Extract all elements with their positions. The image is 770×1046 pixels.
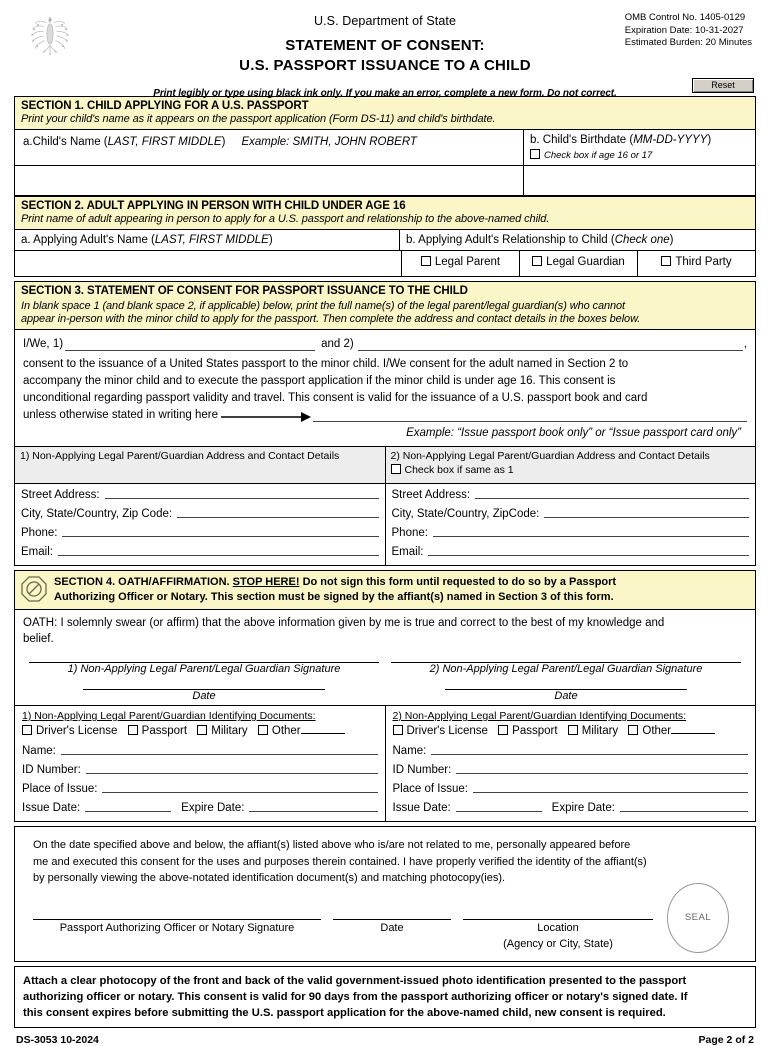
id2-number-input[interactable]	[456, 773, 748, 774]
id1-name-input[interactable]	[61, 754, 378, 755]
child-birthdate-label-text: b. Child's Birthdate (	[530, 134, 634, 146]
id1-drivers-license-checkbox[interactable]	[22, 725, 32, 735]
section-4-title: SECTION 4. OATH/AFFIRMATION.	[54, 576, 230, 589]
notary-line-2: me and executed this consent for the uses and purposes therein contained. I have properly verified the identity of the affiant(s)	[33, 855, 647, 868]
child-name-label	[15, 130, 523, 165]
child-name-label-close: )	[221, 136, 226, 148]
department-name: U.S. Department of State	[313, 14, 457, 28]
oath-text	[15, 609, 755, 650]
omb-expiration-date: Expiration Date: 10-31-2027	[624, 24, 744, 36]
section-2-subtitle: Print name of adult appearing in person to apply for a U.S. passport and relationship to the above-named child.	[21, 213, 550, 225]
arrow-right-icon	[221, 410, 311, 422]
notary-statement	[15, 827, 755, 961]
page-footer	[14, 1028, 756, 1046]
id1-other-label: Other	[271, 725, 301, 738]
address-box-2-body	[386, 483, 756, 565]
address-box-1-body	[15, 483, 385, 565]
notary-location-block	[463, 919, 653, 953]
id2-place-label: Place of Issue:	[392, 783, 468, 796]
id-documents-1	[15, 706, 385, 821]
section-1-header	[15, 97, 755, 129]
section-4-header-line-2: Authorizing Officer or Notary. This section must be signed by the affiant(s) named in Section 3 of this form.	[54, 590, 614, 603]
section-4-header	[15, 571, 755, 609]
page-title-line-2: U.S. PASSPORT ISSUANCE TO A CHILD	[239, 57, 531, 75]
signature-block-1	[23, 662, 385, 675]
section-1-subtitle: Print your child's name as it appears on the passport application (Form DS-11) and child's birthdate.	[21, 113, 496, 125]
page-header	[14, 0, 756, 99]
id1-place-label: Place of Issue:	[22, 783, 98, 796]
id1-dates-row	[22, 802, 378, 814]
address-1-street-label: Street Address:	[21, 489, 100, 502]
signature-date-block-2	[385, 689, 747, 702]
relationship-option-legal-parent[interactable]	[401, 251, 519, 276]
adult-name-label-text: a. Applying Adult's Name (	[21, 234, 155, 246]
notary-officer-caption: Passport Authorizing Officer or Notary Signature	[59, 921, 295, 934]
notary-seal-label: SEAL	[684, 911, 712, 923]
address-2-street-row	[392, 489, 750, 501]
legal-parent-label: Legal Parent	[434, 256, 501, 268]
section-3-subtitle-line-1: In blank space 1 (and blank space 2, if applicable) below, print the full name(s) of the legal parent/legal guardian(s) who cannot	[21, 300, 625, 312]
signature-2-caption: 2) Non-Applying Legal Parent/Legal Guardian Signature	[429, 663, 703, 676]
id1-number-label: ID Number:	[22, 764, 81, 777]
address-1-email-input[interactable]	[58, 555, 379, 556]
id2-issue-date-label: Issue Date:	[392, 802, 451, 815]
page-title-line-1: STATEMENT OF CONSENT:	[285, 37, 485, 54]
id2-expire-date-label: Expire Date:	[551, 802, 615, 815]
id1-expire-date-input[interactable]	[249, 811, 377, 812]
age-16-17-checkbox[interactable]	[530, 149, 540, 159]
id1-issue-date-label: Issue Date:	[22, 802, 81, 815]
signature-1-date-caption: Date	[192, 690, 216, 703]
address-1-email-label: Email:	[21, 546, 53, 559]
legal-parent-checkbox[interactable]	[421, 256, 431, 266]
id-documents-1-heading: 1) Non-Applying Legal Parent/Guardian Identifying Documents:	[22, 710, 316, 723]
third-party-label: Third Party	[675, 256, 732, 268]
consent-condition-row	[23, 407, 747, 424]
id-documents-1-checkboxes	[22, 725, 378, 737]
signature-1-caption: 1) Non-Applying Legal Parent/Legal Guardian Signature	[67, 663, 341, 676]
relationship-label	[399, 230, 755, 250]
print-instruction: Print legibly or type using black ink only. If you make an error, complete a new form. Do not correct.	[153, 87, 617, 99]
id2-military-label: Military	[581, 725, 619, 738]
id1-military-label: Military	[211, 725, 248, 738]
address-box-2-heading-wrap	[386, 447, 756, 483]
address-1-city-row	[21, 508, 379, 520]
id2-drivers-license-checkbox[interactable]	[393, 725, 403, 735]
id2-passport-label: Passport	[512, 725, 558, 738]
section-2	[14, 196, 756, 277]
consent-name-1-input[interactable]	[65, 350, 315, 351]
address-box-1-heading: 1) Non-Applying Legal Parent/Guardian Address and Contact Details	[15, 447, 385, 483]
section-1-title: SECTION 1. CHILD APPLYING FOR A U.S. PASSPORT	[21, 100, 309, 112]
page-number: Page 2 of 2	[698, 1034, 754, 1046]
id1-expire-date-label: Expire Date:	[181, 802, 245, 815]
id2-name-row	[393, 745, 749, 757]
address-1-city-label: City, State/Country, Zip Code:	[21, 508, 173, 521]
child-birthdate-label-close: )	[707, 134, 712, 146]
notary-seal-placeholder	[667, 883, 729, 953]
child-name-example: Example: SMITH, JOHN ROBERT	[241, 136, 417, 148]
child-name-input[interactable]	[15, 166, 523, 195]
attach-line-3: this consent expires before submitting the U.S. passport application for the above-named child, new consent is required.	[23, 1007, 666, 1020]
child-name-format: LAST, FIRST MIDDLE	[107, 136, 222, 148]
relationship-label-text: b. Applying Adult's Relationship to Child (	[406, 234, 615, 246]
section-4-header-line-1	[54, 575, 616, 590]
iwe-comma: ,	[743, 338, 747, 350]
child-birthdate-label	[523, 130, 755, 165]
id2-place-input[interactable]	[473, 792, 748, 793]
attach-notice	[14, 966, 756, 1029]
signature-date-row	[15, 679, 755, 705]
iwe-prefix: I/We, 1)	[23, 338, 64, 350]
stop-here-warning: STOP HERE!	[232, 576, 300, 589]
consent-names-row	[23, 336, 747, 353]
id1-drivers-license-label: Driver's License	[36, 725, 118, 738]
same-as-1-checkbox[interactable]	[391, 464, 401, 474]
relationship-hint: Check one	[614, 234, 670, 246]
relationship-option-third-party[interactable]	[637, 251, 755, 276]
age-16-17-label: Check box if age 16 or 17	[544, 150, 653, 161]
section-1-input-row	[15, 165, 755, 195]
reset-button[interactable]: Reset	[692, 78, 754, 93]
notary-location-sub: (Agency or City, State)	[503, 938, 613, 951]
id1-military-checkbox[interactable]	[197, 725, 207, 735]
address-details-row	[15, 446, 755, 565]
address-2-phone-input[interactable]	[433, 536, 749, 537]
child-birthdate-input[interactable]	[523, 166, 755, 195]
adult-name-input[interactable]	[15, 251, 401, 276]
id2-name-input[interactable]	[431, 754, 748, 755]
notary-signature-row	[25, 919, 745, 953]
section-2-input-row	[15, 250, 755, 276]
notary-block	[14, 826, 756, 962]
signature-row	[15, 650, 755, 679]
omb-estimated-burden: Estimated Burden: 20 Minutes	[624, 37, 752, 49]
address-1-phone-input[interactable]	[62, 536, 378, 537]
section-3-header	[15, 282, 755, 329]
third-party-checkbox[interactable]	[661, 256, 671, 266]
id2-number-label: ID Number:	[392, 764, 452, 777]
address-1-city-input[interactable]	[177, 517, 378, 518]
attach-line-2: authorizing officer or notary. This consent is valid for 90 days from the passport authorizing officer or notary's signed date. If	[23, 990, 688, 1003]
id1-issue-date-input[interactable]	[85, 811, 171, 812]
id2-expire-date-input[interactable]	[620, 811, 748, 812]
address-2-email-input[interactable]	[428, 555, 749, 556]
address-2-street-input[interactable]	[475, 498, 749, 499]
section-3-subtitle-line-2: appear in-person with the minor child to apply for the passport. Then complete the address and contact details in the boxes below.	[21, 313, 641, 325]
oath-line-1: OATH: I solemnly swear (or affirm) that the above information given by me is true and correct to the best of my knowledge and	[23, 616, 665, 629]
oath-line-2: belief.	[23, 633, 54, 646]
adult-name-label-close: )	[268, 234, 273, 246]
id2-name-label: Name:	[392, 745, 427, 758]
id2-other-checkbox[interactable]	[628, 725, 638, 735]
legal-guardian-checkbox[interactable]	[532, 256, 542, 266]
section-3-title: SECTION 3. STATEMENT OF CONSENT FOR PASSPORT ISSUANCE TO THE CHILD	[21, 285, 468, 297]
address-box-2-heading: 2) Non-Applying Legal Parent/Guardian Address and Contact Details	[390, 450, 710, 463]
consent-body-line-1: consent to the issuance of a United States passport to the minor child. I/We consent for the adult named in Section 2 to	[23, 358, 629, 371]
section-2-labels-row	[15, 229, 755, 250]
notary-line-3: by personally viewing the above-notated identification document(s) and matching photocopy(ies).	[33, 872, 506, 885]
section-2-header	[15, 196, 755, 229]
address-2-phone-label: Phone:	[391, 527, 428, 540]
address-2-city-label: City, State/Country, ZipCode:	[391, 508, 540, 521]
section-4-header-rest: Do not sign this form until requested to do so by a Passport	[302, 576, 617, 589]
notary-line-1: On the date specified above and below, the affiant(s) listed above who is/are not related to me, personally appeared before	[33, 839, 631, 852]
consent-body-line-3: unconditional regarding passport validity and travel. This consent is valid for the issuance of a U.S. passport book and card	[23, 392, 648, 405]
address-1-email-row	[21, 546, 379, 558]
section-4-header-text	[54, 575, 616, 605]
address-box-2	[385, 447, 756, 565]
id1-passport-label: Passport	[141, 725, 188, 738]
address-2-street-label: Street Address:	[391, 489, 471, 502]
id2-drivers-license-label: Driver's License	[406, 725, 488, 738]
address-box-1	[15, 447, 385, 565]
id2-dates-row	[393, 802, 749, 814]
adult-name-label	[15, 230, 399, 250]
consent-body-line-2: accompany the minor child and to execute the passport application if the minor child is under age 16. This consent is	[23, 375, 616, 388]
address-2-city-input[interactable]	[544, 517, 749, 518]
address-2-email-row	[392, 546, 750, 558]
identifying-documents-row	[15, 705, 755, 821]
id1-place-input[interactable]	[102, 792, 377, 793]
omb-control-number: OMB Control No. 1405-0129	[624, 12, 746, 23]
legal-guardian-label: Legal Guardian	[546, 256, 625, 268]
id1-other-checkbox[interactable]	[258, 725, 268, 735]
id2-other-input[interactable]	[671, 733, 715, 734]
address-1-street-row	[21, 489, 379, 501]
consent-example: Example: “Issue passport book only” or “Issue passport card only”	[406, 427, 741, 440]
id1-number-row	[22, 764, 378, 776]
section-1-labels-row	[15, 129, 755, 165]
notary-date-block	[333, 919, 451, 937]
section-3	[14, 281, 756, 566]
id-documents-2	[385, 706, 756, 821]
section-2-title: SECTION 2. ADULT APPLYING IN PERSON WITH CHILD UNDER AGE 16	[21, 200, 406, 212]
id2-place-row	[393, 783, 749, 795]
relationship-label-close: )	[669, 234, 674, 246]
address-2-city-row	[392, 508, 750, 520]
same-as-1-label: Check box if same as 1	[404, 464, 514, 477]
consent-condition-input[interactable]	[313, 421, 747, 422]
child-birthdate-format: MM-DD-YYYY	[633, 134, 708, 146]
consent-body-line-4: unless otherwise stated in writing here	[23, 409, 218, 422]
address-1-street-input[interactable]	[105, 498, 379, 499]
id1-passport-checkbox[interactable]	[128, 725, 138, 735]
signature-block-2	[385, 662, 747, 675]
section-1	[14, 96, 756, 196]
signature-2-date-caption: Date	[554, 690, 578, 703]
attach-line-1: Attach a clear photocopy of the front and back of the valid government-issued photo identification presented to the passport	[23, 974, 687, 987]
signature-date-block-1	[23, 689, 385, 702]
attach-notice-text	[15, 967, 755, 1028]
address-2-email-label: Email:	[391, 546, 424, 559]
section-4	[14, 570, 756, 822]
id2-military-checkbox[interactable]	[568, 725, 578, 735]
id2-other-label: Other	[642, 725, 672, 738]
iwe-and: and 2)	[321, 338, 354, 350]
address-1-phone-label: Phone:	[21, 527, 58, 540]
notary-date-caption: Date	[380, 921, 404, 934]
child-name-label-text: a.Child's Name (	[23, 136, 108, 148]
notary-officer-block	[33, 919, 321, 937]
form-identifier: DS-3053 10-2024	[16, 1034, 99, 1046]
adult-name-format: LAST, FIRST MIDDLE	[154, 234, 269, 246]
id1-place-row	[22, 783, 378, 795]
section-3-consent-body	[15, 329, 755, 446]
id2-passport-checkbox[interactable]	[498, 725, 508, 735]
notary-location-caption: Location	[537, 921, 579, 934]
address-2-phone-row	[392, 527, 750, 539]
id2-number-row	[393, 764, 749, 776]
consent-name-2-input[interactable]	[358, 350, 743, 351]
id1-number-input[interactable]	[86, 773, 378, 774]
id-documents-2-heading: 2) Non-Applying Legal Parent/Guardian Identifying Documents:	[392, 710, 687, 723]
relationship-option-legal-guardian[interactable]	[519, 251, 637, 276]
omb-info-block	[625, 12, 752, 50]
stop-prohibition-icon	[21, 576, 47, 602]
id-documents-2-checkboxes	[393, 725, 749, 737]
great-seal-eagle-icon	[22, 8, 78, 60]
id1-name-row	[22, 745, 378, 757]
id2-issue-date-input[interactable]	[456, 811, 542, 812]
address-1-phone-row	[21, 527, 379, 539]
id1-other-input[interactable]	[301, 733, 345, 734]
id1-name-label: Name:	[22, 745, 56, 758]
